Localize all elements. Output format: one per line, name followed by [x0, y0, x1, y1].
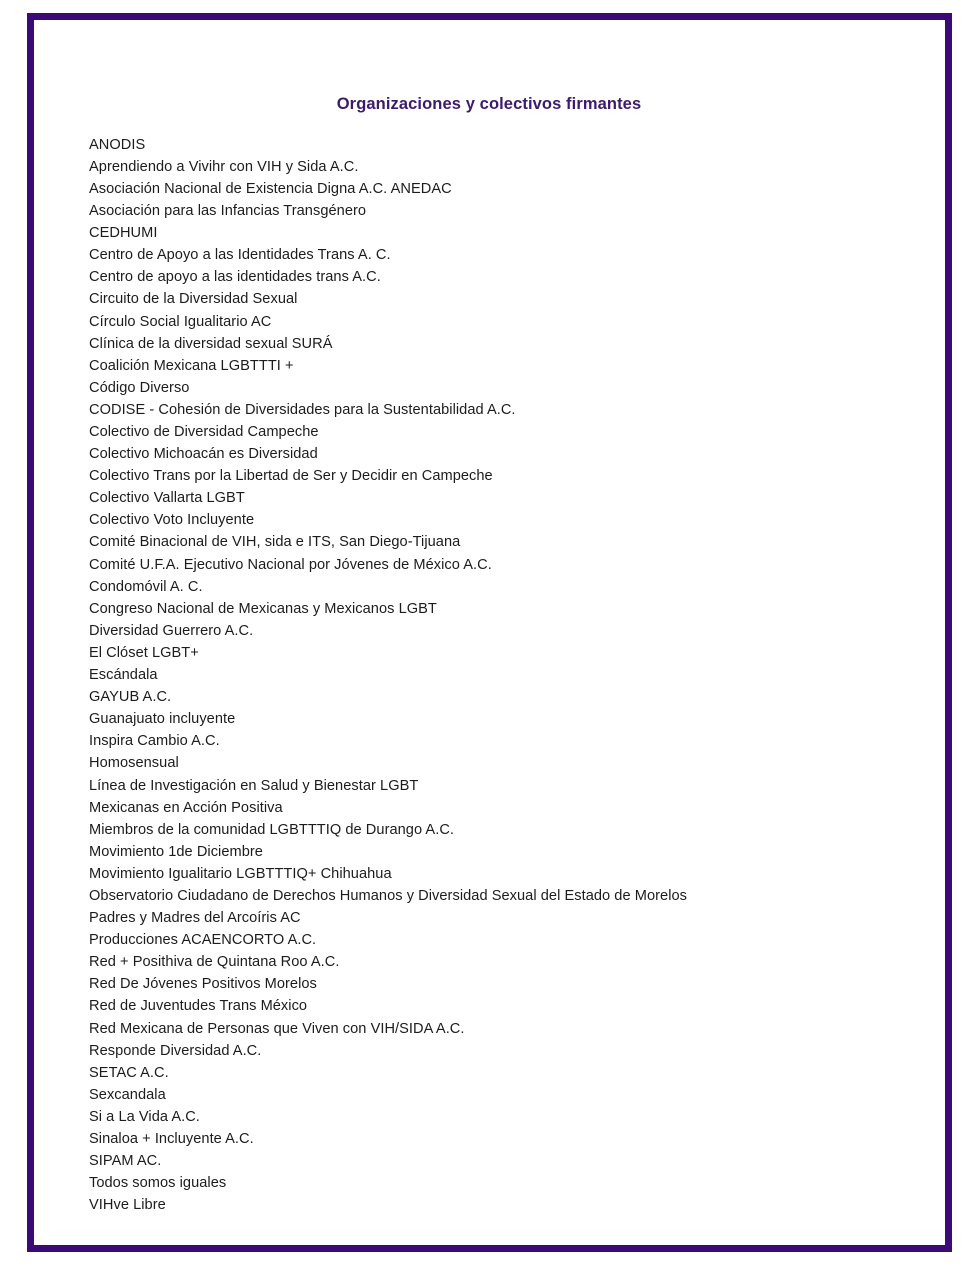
list-item: GAYUB A.C. — [89, 689, 172, 706]
list-item: Sinaloa + Incluyente A.C. — [89, 1131, 254, 1148]
list-item: VIHve Libre — [89, 1197, 166, 1214]
list-item: Producciones ACAENCORTO A.C. — [89, 932, 317, 949]
list-item: CODISE - Cohesión de Diversidades para la Sustentabilidad A.C. — [89, 401, 516, 418]
list-item: Colectivo Trans por la Libertad de Ser y Decidir en Campeche — [89, 468, 493, 485]
list-item: CEDHUMI — [89, 225, 158, 242]
list-item: Red De Jóvenes Positivos Morelos — [89, 976, 317, 993]
list-item: Si a La Vida A.C. — [89, 1108, 200, 1125]
list-item: Movimiento 1de Diciembre — [89, 843, 263, 860]
list-item: Comité Binacional de VIH, sida e ITS, San Diego-Tijuana — [89, 534, 461, 551]
list-item: Código Diverso — [89, 379, 190, 396]
list-item: Homosensual — [89, 755, 179, 772]
page-title: Organizaciones y colectivos firmantes — [336, 95, 642, 113]
list-item: Diversidad Guerrero A.C. — [89, 622, 254, 639]
list-item: Aprendiendo a Vivihr con VIH y Sida A.C. — [89, 158, 359, 175]
list-item: ANODIS — [89, 136, 146, 153]
list-item: Movimiento Igualitario LGBTTTIQ+ Chihuahua — [89, 865, 392, 882]
list-item: Circuito de la Diversidad Sexual — [89, 291, 298, 308]
list-item: Todos somos iguales — [89, 1175, 227, 1192]
list-item: Observatorio Ciudadano de Derechos Humanos y Diversidad Sexual del Estado de Morelos — [89, 887, 687, 904]
list-item: Miembros de la comunidad LGBTTTIQ de Durango A.C. — [89, 821, 455, 838]
list-item: Colectivo Vallarta LGBT — [89, 490, 245, 507]
list-item: Asociación para las Infancias Transgénero — [89, 203, 367, 220]
list-item: Línea de Investigación en Salud y Bienestar LGBT — [89, 777, 419, 794]
list-item: Centro de Apoyo a las Identidades Trans A. C. — [89, 247, 391, 264]
list-item: Sexcandala — [89, 1086, 166, 1103]
list-item: Centro de apoyo a las identidades trans A.C. — [89, 269, 381, 286]
list-item: Red + Posithiva de Quintana Roo A.C. — [89, 954, 340, 971]
list-item: Asociación Nacional de Existencia Digna A.C. ANEDAC — [89, 180, 452, 197]
list-item: Condomóvil A. C. — [89, 578, 203, 595]
list-item: Inspira Cambio A.C. — [89, 733, 220, 750]
list-item: Red Mexicana de Personas que Viven con VIH/SIDA A.C. — [89, 1020, 465, 1037]
list-item: El Clóset LGBT+ — [89, 644, 199, 661]
document-content — [89, 13, 929, 1252]
list-item: SETAC A.C. — [89, 1064, 169, 1081]
list-item: Colectivo de Diversidad Campeche — [89, 424, 319, 441]
list-item: Comité U.F.A. Ejecutivo Nacional por Jóvenes de México A.C. — [89, 556, 492, 573]
list-item: Círculo Social Igualitario AC — [89, 313, 272, 330]
list-item: Guanajuato incluyente — [89, 711, 236, 728]
list-item: Responde Diversidad A.C. — [89, 1042, 262, 1059]
list-item: Clínica de la diversidad sexual SURÁ — [89, 335, 333, 352]
list-item: Coalición Mexicana LGBTTTI + — [89, 357, 294, 374]
list-item: Colectivo Voto Incluyente — [89, 512, 255, 529]
list-item: Congreso Nacional de Mexicanas y Mexicanos LGBT — [89, 600, 437, 617]
list-item: Colectivo Michoacán es Diversidad — [89, 446, 318, 463]
signatory-organizations-list — [89, 115, 929, 1217]
list-item: Escándala — [89, 667, 158, 684]
list-item: SIPAM AC. — [89, 1153, 162, 1170]
list-item: Red de Juventudes Trans México — [89, 998, 308, 1015]
list-item: Mexicanas en Acción Positiva — [89, 799, 283, 816]
list-item: Padres y Madres del Arcoíris AC — [89, 910, 301, 927]
